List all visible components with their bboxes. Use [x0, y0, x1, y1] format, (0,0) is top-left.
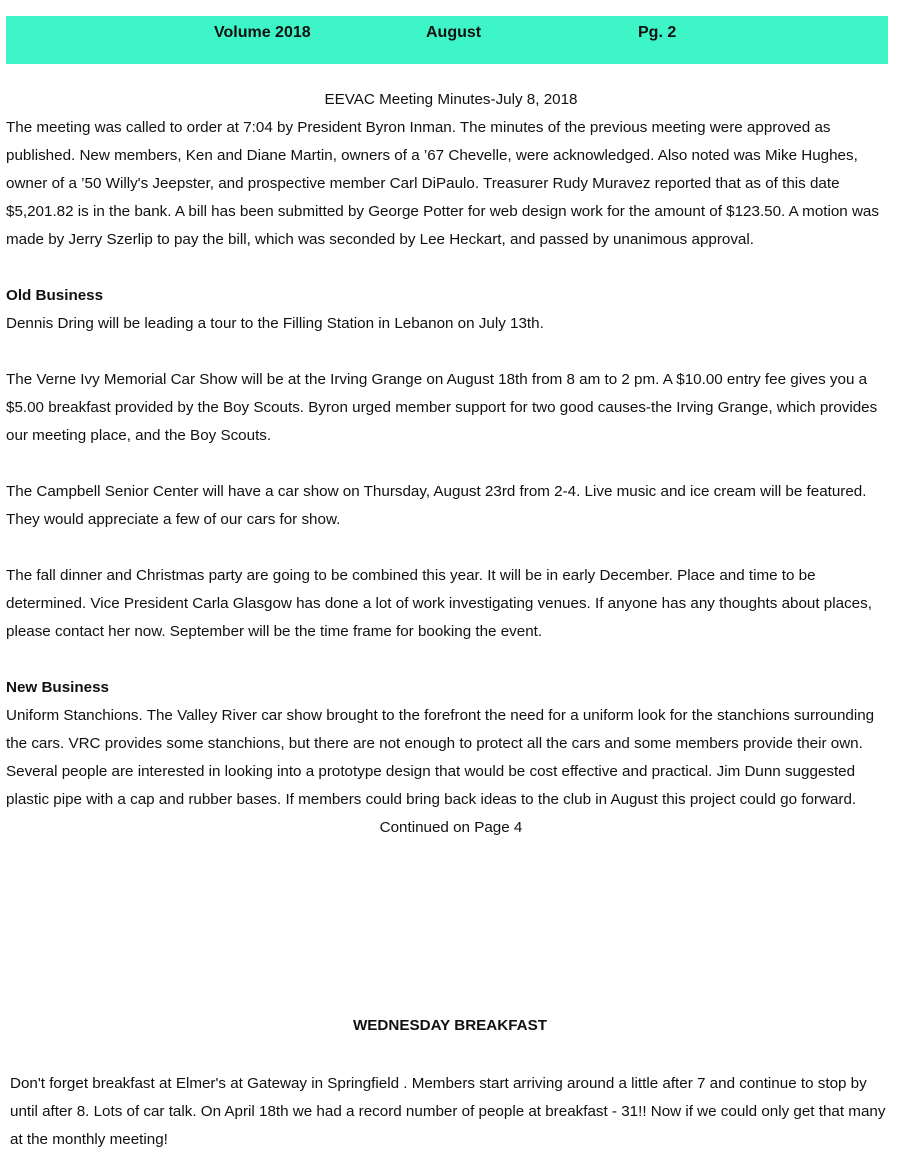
spacer: [6, 338, 896, 366]
spacer: [6, 534, 896, 562]
old-business-paragraph: The fall dinner and Christmas party are going to be combined this year. It will be in early December. Place and time to be determined. Vice President Carla Glasgow has done a lot of work investigating venues. If anyone has any thoughts about places, please contact her now. September will be the time frame for booking the event.: [6, 567, 872, 640]
spacer: [6, 254, 896, 282]
meeting-minutes-section: [6, 86, 896, 842]
new-business-paragraph: Uniform Stanchions. The Valley River car show brought to the forefront the need for a uniform look for the stanchions surrounding the cars. VRC provides some stanchions, but there are not enough to protect all the cars and some members provide their own. Several people are interested in looking into a prototype design that would be cost effective and practical. Jim Dunn suggested plastic pipe with a cap and rubber bases. If members could bring back ideas to the club in August this project could go forward.: [6, 707, 875, 808]
breakfast-paragraph: Don't forget breakfast at Elmer's at Gateway in Springfield . Members start arriving around a little after 7 and continue to stop by until after 8. Lots of car talk. On April 18th we had a record number of people at breakfast - 31!! Now if we could only get that many at the monthly meeting!: [10, 1075, 886, 1148]
old-business-heading: Old Business: [6, 287, 104, 304]
breakfast-section: [10, 1070, 894, 1154]
minutes-title: EEVAC Meeting Minutes-July 8, 2018: [324, 91, 578, 108]
minutes-opening-paragraph: The meeting was called to order at 7:04 by President Byron Inman. The minutes of the previous meeting were approved as published. New members, Ken and Diane Martin, owners of a ’67 Chevelle, were acknowledged. Also noted was Mike Hughes, owner of a ’50 Willy's Jeepster, and prospective member Carl DiPaulo. Treasurer Rudy Muravez reported that as of this date $5,201.82 is in the bank. A bill has been submitted by George Potter for web design work for the amount of $123.50. A motion was made by Jerry Szerlip to pay the bill, which was seconded by Lee Heckart, and passed by unanimous approval.: [6, 119, 879, 248]
breakfast-title: WEDNESDAY BREAKFAST: [352, 1017, 548, 1034]
new-business-heading: New Business: [6, 679, 109, 696]
old-business-paragraph: Dennis Dring will be leading a tour to the Filling Station in Lebanon on July 13th.: [6, 315, 544, 332]
header-volume: Volume 2018: [214, 24, 311, 41]
old-business-paragraph: The Verne Ivy Memorial Car Show will be at the Irving Grange on August 18th from 8 am to 2 pm. A $10.00 entry fee gives you a $5.00 breakfast provided by the Boy Scouts. Byron urged member support for two good causes-the Irving Grange, which provides our meeting place, and the Boy Scouts.: [6, 371, 878, 444]
header-page-number: Pg. 2: [638, 24, 677, 41]
newsletter-header-band: [6, 16, 888, 64]
header-month: August: [426, 24, 482, 41]
old-business-paragraph: The Campbell Senior Center will have a car show on Thursday, August 23rd from 2-4. Live music and ice cream will be featured. They would appreciate a few of our cars for show.: [6, 483, 867, 528]
spacer: [6, 450, 896, 478]
spacer: [6, 646, 896, 674]
continued-note: Continued on Page 4: [379, 819, 523, 836]
